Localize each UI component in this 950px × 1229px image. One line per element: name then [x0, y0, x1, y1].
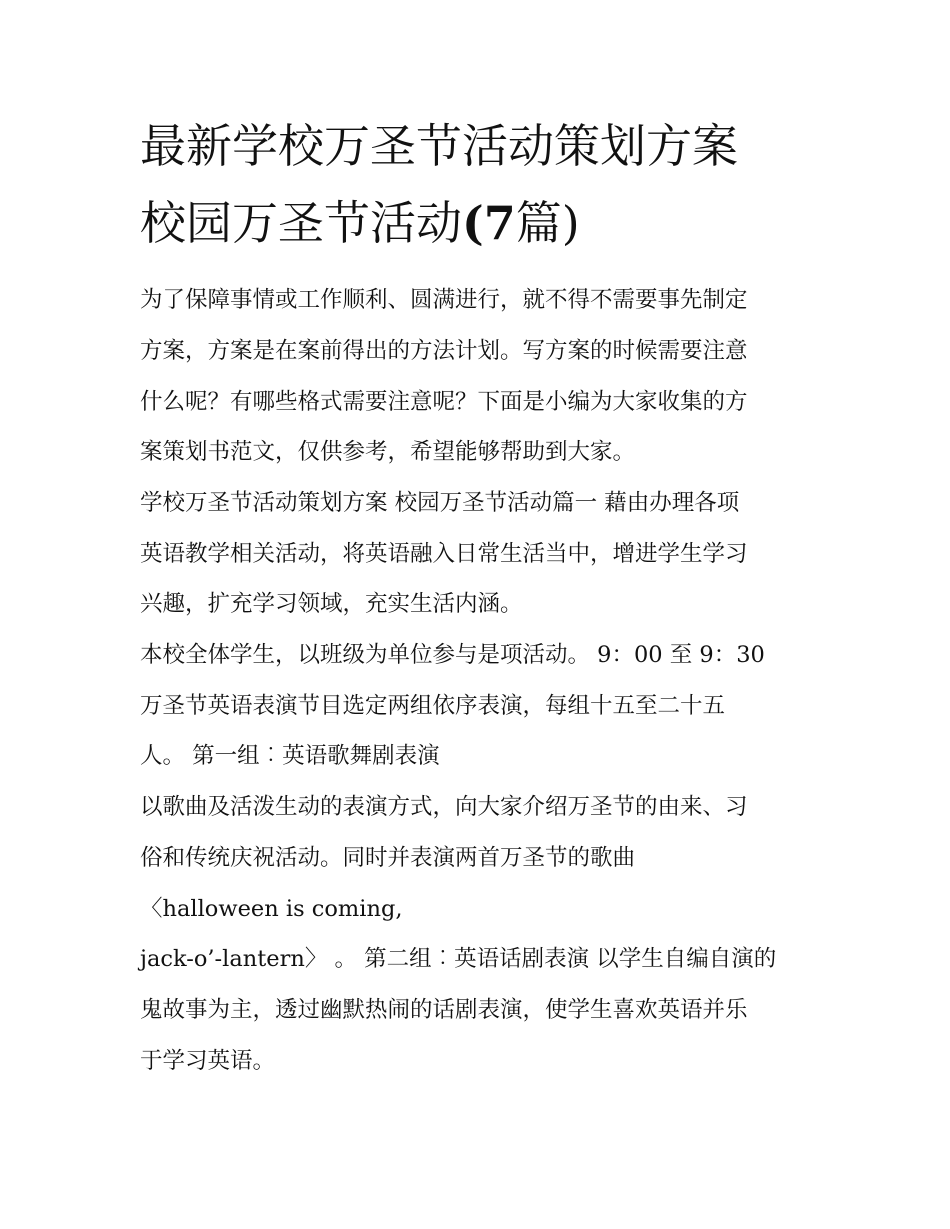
body-line: 本校全体学生，以班级为单位参与是项活动。 9：00 至 9：30 [140, 642, 765, 668]
document-title-line-1: 最新学校万圣节活动策划方案 [140, 119, 738, 173]
document-title-line-2 [140, 197, 840, 249]
body-line: 于学习英语。 [140, 1048, 276, 1074]
body-line: 案策划书范文，仅供参考，希望能够帮助到大家。 [140, 439, 636, 465]
body-line: 兴趣，扩充学习领域，充实生活内涵。 [140, 591, 523, 617]
body-line: 英语教学相关活动，将英语融入日常生活当中，增进学生学习 [140, 541, 748, 567]
body-line: 俗和传统庆祝活动。同时并表演两首万圣节的歌曲 [140, 845, 636, 871]
body-line: 学校万圣节活动策划方案 校园万圣节活动篇一 藉由办理各项 [140, 490, 740, 516]
body-line: 以歌曲及活泼生动的表演方式，向大家介绍万圣节的由来、习 [140, 794, 748, 820]
body-line: 鬼故事为主，透过幽默热闹的话剧表演，使学生喜欢英语并乐 [140, 997, 748, 1023]
body-line: 什么呢？有哪些格式需要注意呢？下面是小编为大家收集的方 [140, 389, 748, 415]
body-line: 〈halloween is coming, [140, 896, 403, 922]
body-line: 为了保障事情或工作顺利、圆满进行，就不得不需要事先制定 [140, 287, 748, 313]
body-line: 方案，方案是在案前得出的方法计划。写方案的时候需要注意 [140, 338, 748, 364]
body-line: 人。 第一组︰英语歌舞剧表演 [140, 743, 440, 769]
document-title-line-2-text: 校园万圣节活动(7篇) [140, 196, 580, 250]
body-line: 万圣节英语表演节目选定两组依序表演，每组十五至二十五 [140, 693, 726, 719]
body-line: jack-o’-lantern〉 。 第二组︰英语话剧表演 以学生自编自演的 [140, 946, 777, 972]
